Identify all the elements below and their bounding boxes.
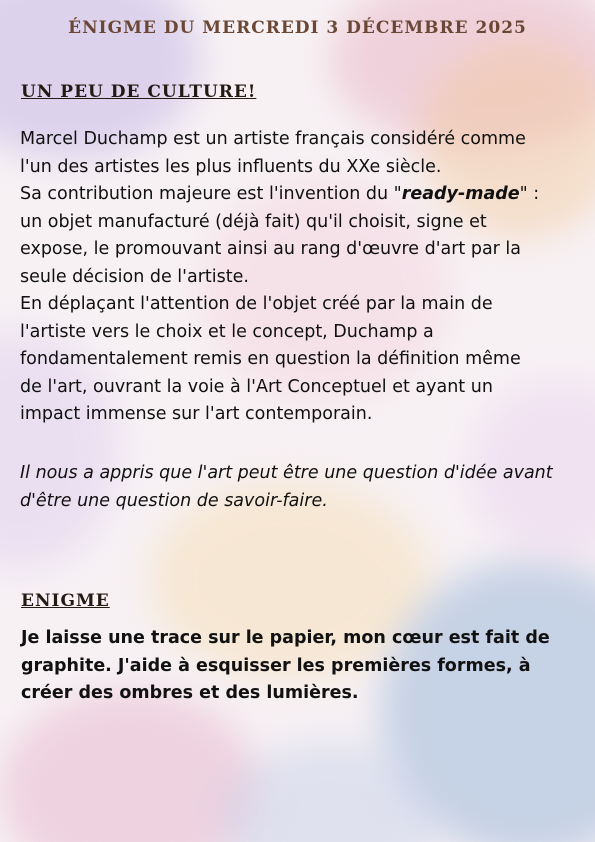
- contribution-prefix: Sa contribution majeure est l'invention du ": [20, 184, 402, 204]
- culture-paragraph: [20, 126, 570, 429]
- page-title: ÉNIGME DU MERCREDI 3 DÉCEMBRE 2025: [68, 18, 527, 38]
- text-line: l'un des artistes les plus influents du XXe siècle.: [20, 156, 442, 177]
- riddle-line: Je laisse une trace sur le papier, mon cœur est fait de: [21, 628, 550, 648]
- contribution-line: [20, 181, 570, 209]
- culture-heading: UN PEU DE CULTURE!: [21, 82, 257, 102]
- text-line: fondamentalement remis en question la définition même: [20, 349, 521, 369]
- quote-line: Il nous a appris que l'art peut être une question d'idée avant: [20, 463, 553, 483]
- riddle-line: graphite. J'aide à esquisser les premières formes, à: [21, 655, 531, 676]
- contribution-suffix: " :: [519, 184, 540, 204]
- text-line: seule décision de l'artiste.: [20, 266, 249, 287]
- text-line: l'artiste vers le choix et le concept, Duchamp a: [20, 321, 434, 342]
- enigme-heading: ENIGME: [21, 591, 110, 611]
- quote-paragraph: [20, 460, 570, 515]
- quote-line: d'être une question de savoir-faire.: [20, 490, 328, 511]
- text-line: expose, le promouvant ainsi au rang d'œuvre d'art par la: [20, 239, 522, 259]
- riddle-line: créer des ombres et des lumières.: [21, 683, 359, 703]
- text-line: de l'art, ouvrant la voie à l'Art Conceptuel et ayant un: [20, 376, 493, 397]
- text-line: impact immense sur l'art contemporain.: [20, 404, 373, 424]
- text-line: Marcel Duchamp est un artiste français considéré comme: [20, 129, 526, 149]
- ready-made-term: ready-made: [401, 184, 520, 204]
- text-line: un objet manufacturé (déjà fait) qu'il choisit, signe et: [20, 211, 487, 232]
- text-line: En déplaçant l'attention de l'objet créé par la main de: [20, 294, 493, 314]
- riddle-paragraph: [21, 625, 566, 708]
